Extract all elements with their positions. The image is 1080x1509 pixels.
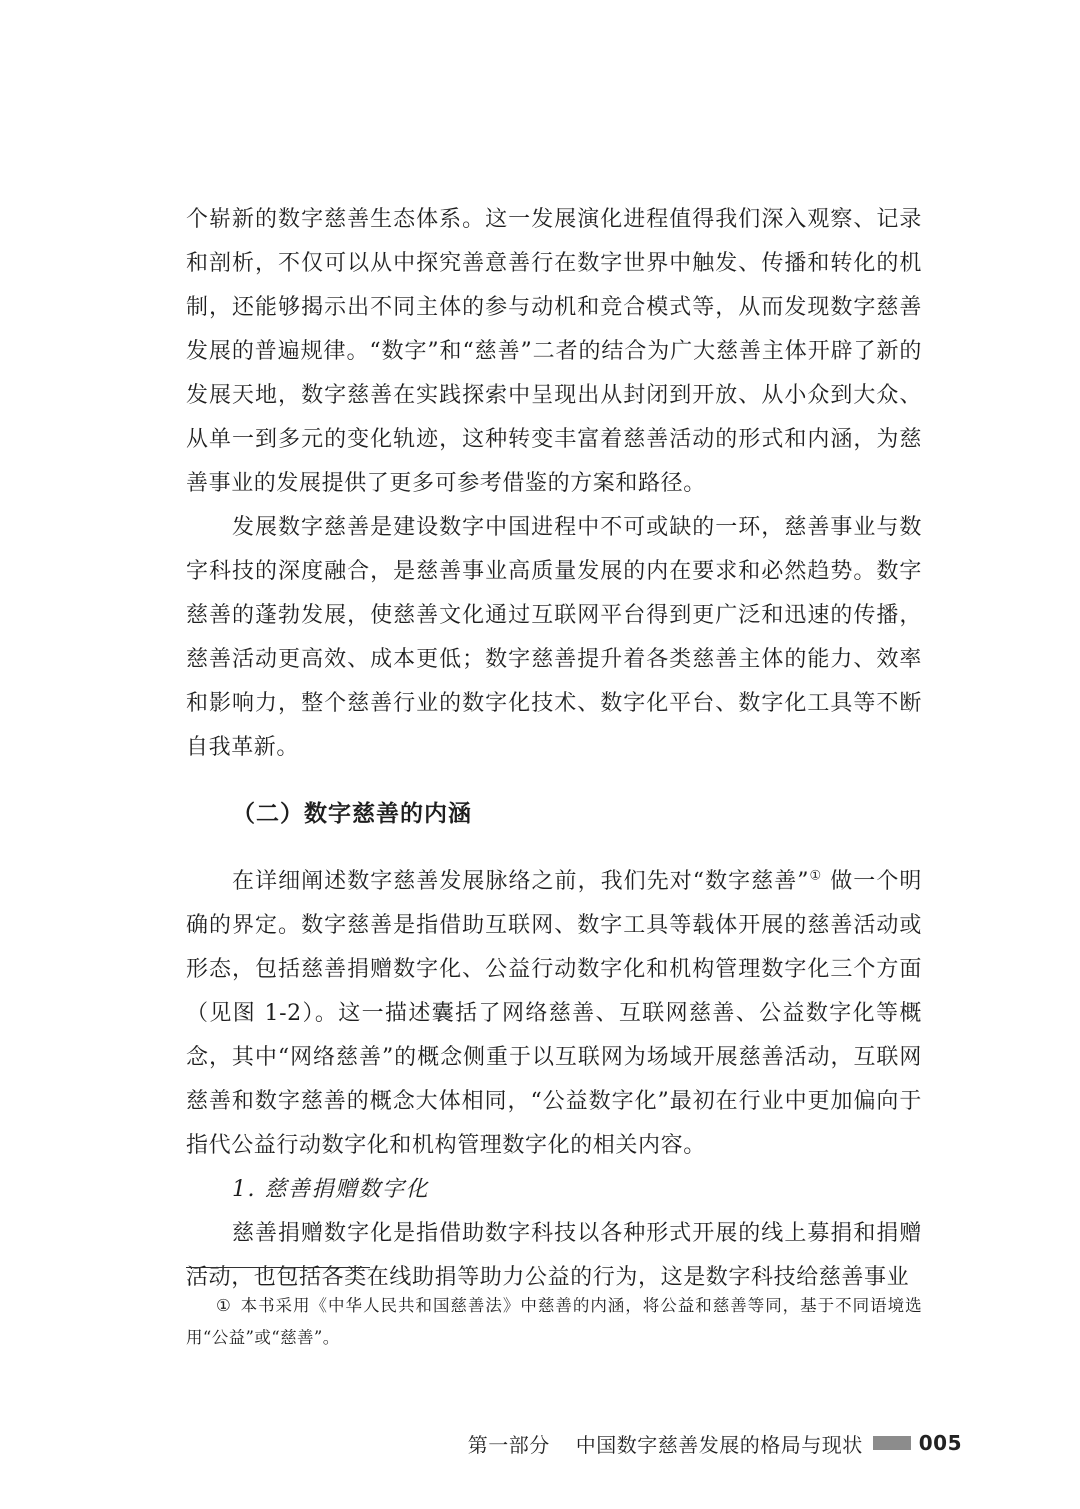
page-number: 005 xyxy=(918,1431,962,1455)
definition-text-start: 在详细阐述数字慈善发展脉络之前，我们先对“数字慈善” xyxy=(232,869,810,894)
main-text xyxy=(186,198,922,1300)
footer-part-label: 第一部分 xyxy=(467,1432,550,1457)
footnote xyxy=(186,1290,922,1354)
paragraph-donation-digitization: 慈善捐赠数字化是指借助数字科技以各种形式开展的线上募捐和捐赠活动，也包括各类在线助捐等助力公益的行为，这是数字科技给慈善事业 xyxy=(186,1221,922,1290)
footer-bar-decoration xyxy=(873,1436,911,1450)
footnote-mark: ① xyxy=(216,1296,232,1315)
definition-text-end: 做一个明确的界定。数字慈善是指借助互联网、数字工具等载体开展的慈善活动或形态，包括慈善捐赠数字化、公益行动数字化和机构管理数字化三个方面（见图 1-2）。这一描述囊括了网络慈善、互联网慈善、公益数字化等概念，其中“网络慈善”的概念侧重于以互联网为场域开展慈善活动，互联网慈善和数字慈善的概念大体相同，“公益数字化”最初在行业中更加偏向于指代公益行动数字化和机构管理数字化的相关内容。 xyxy=(186,869,922,1158)
footer-book-title: 中国数字慈善发展的格局与现状 xyxy=(575,1432,863,1457)
section-heading: （二）数字慈善的内涵 xyxy=(232,801,472,827)
subsection-heading: 1. 慈善捐赠数字化 xyxy=(232,1177,429,1202)
paragraph-continuation: 个崭新的数字慈善生态体系。这一发展演化进程值得我们深入观察、记录和剖析，不仅可以从中探究善意善行在数字世界中触发、传播和转化的机制，还能够揭示出不同主体的参与动机和竞合模式等，从而发现数字慈善发展的普遍规律。“数字”和“慈善”二者的结合为广大慈善主体开辟了新的发展天地，数字慈善在实践探索中呈现出从封闭到开放、从小众到大众、从单一到多元的变化轨迹，这种转变丰富着慈善活动的形式和内涵，为慈善事业的发展提供了更多可参考借鉴的方案和路径。 xyxy=(186,207,922,496)
running-footer xyxy=(0,1423,962,1463)
footnote-reference[interactable]: ① xyxy=(809,868,823,884)
paragraph-digital-china: 发展数字慈善是建设数字中国进程中不可或缺的一环，慈善事业与数字科技的深度融合，是慈善事业高质量发展的内在要求和必然趋势。数字慈善的蓬勃发展，使慈善文化通过互联网平台得到更广泛和迅速的传播，慈善活动更高效、成本更低；数字慈善提升着各类慈善主体的能力、效率和影响力，整个慈善行业的数字化技术、数字化平台、数字化工具等不断自我革新。 xyxy=(186,515,922,760)
footnote-text: 本书采用《中华人民共和国慈善法》中慈善的内涵，将公益和慈善等同，基于不同语境选用“公益”或“慈善”。 xyxy=(186,1296,922,1347)
paragraph-definition xyxy=(186,860,922,1168)
footnote-divider xyxy=(186,1267,370,1268)
